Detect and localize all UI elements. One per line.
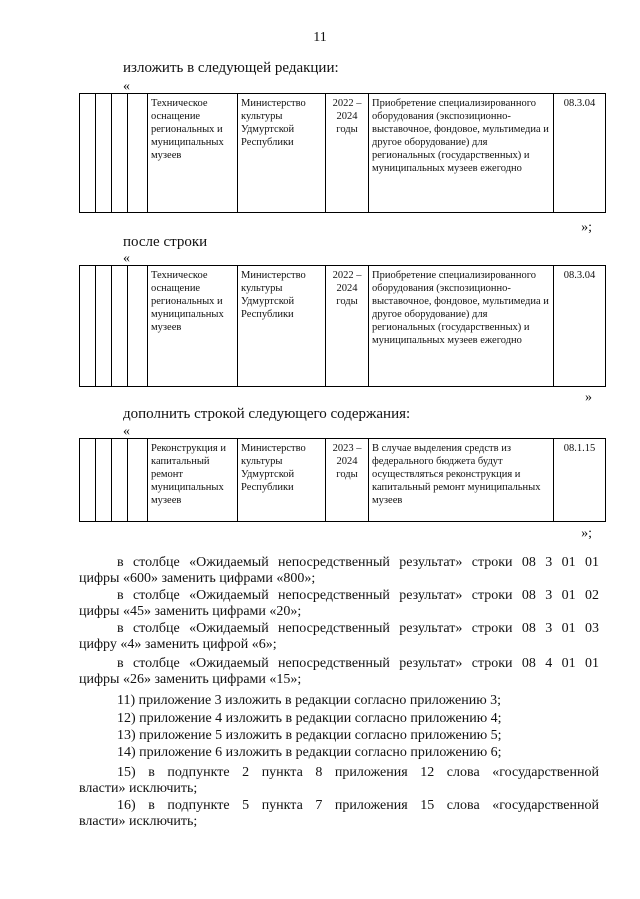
paragraph-1 [79,555,599,587]
empty-cell [80,94,96,213]
paragraph-line: в столбце «Ожидаемый непосредственный результат» строки 08 4 01 01 [117,656,599,671]
empty-cell [112,94,128,213]
item-11: 11) приложение 3 изложить в редакции согласно приложению 3; [117,693,502,708]
paragraph-line: 16) в подпункте 5 пункта 7 приложения 15 слова «государственной [117,798,599,813]
measure-name: Техническое оснащение региональных и муниципальных музеев [148,266,238,387]
indicator-code: 08.1.15 [554,439,606,522]
empty-cell [96,266,112,387]
paragraph-line: цифру «4» заменить цифрой «6»; [79,637,277,652]
executor: Министерство культуры Удмуртской Республики [238,266,326,387]
add-row-text: дополнить строкой следующего содержания: [123,406,411,422]
paragraph-2 [79,588,599,620]
intro-text: изложить в следующей редакции: [123,60,339,76]
close-quote: »; [581,220,592,235]
item-12: 12) приложение 4 изложить в редакции согласно приложению 4; [117,711,502,726]
open-quote: « [123,424,130,439]
empty-cell [128,266,148,387]
paragraph-line: цифры «600» заменить цифрами «800»; [79,571,316,586]
open-quote: « [123,251,130,266]
empty-cell [80,266,96,387]
paragraph-line: в столбце «Ожидаемый непосредственный результат» строки 08 3 01 01 [117,555,599,570]
close-quote: »; [581,526,592,541]
empty-cell [80,439,96,522]
item-14: 14) приложение 6 изложить в редакции согласно приложению 6; [117,745,502,760]
empty-cell [128,94,148,213]
paragraph-line: цифры «26» заменить цифрами «15»; [79,672,302,687]
close-quote: » [585,390,592,405]
empty-cell [96,439,112,522]
after-row-text: после строки [123,234,208,250]
expected-result: Приобретение специализированного оборудования (экспозиционно-выставочное, фондовое, мультимедиа и другое оборудование) для региональных (государственных) и муниципальных музеев ежегодно [369,94,554,213]
paragraph-line: в столбце «Ожидаемый непосредственный результат» строки 08 3 01 03 [117,621,599,636]
expected-result: В случае выделения средств из федерального бюджета будут осуществляться реконструкция и капитальный ремонт муниципальных музеев [369,439,554,522]
empty-cell [96,94,112,213]
reference-row-table [79,265,606,387]
replacement-row-table [79,93,606,213]
paragraph-line: власти» исключить; [79,814,198,829]
period: 2022 – 2024 годы [326,94,369,213]
new-row-table [79,438,606,522]
period: 2022 – 2024 годы [326,266,369,387]
empty-cell [128,439,148,522]
item-16 [79,798,599,830]
indicator-code: 08.3.04 [554,94,606,213]
expected-result: Приобретение специализированного оборудования (экспозиционно-выставочное, фондовое, мультимедиа и другое оборудование) для региональных (государственных) и муниципальных музеев ежегодно [369,266,554,387]
paragraph-3 [79,621,599,653]
page-number: 11 [313,30,327,45]
executor: Министерство культуры Удмуртской Республики [238,94,326,213]
paragraph-line: власти» исключить; [79,781,198,796]
open-quote: « [123,79,130,94]
empty-cell [112,266,128,387]
empty-cell [112,439,128,522]
item-13: 13) приложение 5 изложить в редакции согласно приложению 5; [117,728,502,743]
measure-name: Техническое оснащение региональных и муниципальных музеев [148,94,238,213]
paragraph-line: в столбце «Ожидаемый непосредственный результат» строки 08 3 01 02 [117,588,599,603]
paragraph-line: 15) в подпункте 2 пункта 8 приложения 12 слова «государственной [117,765,599,780]
measure-name: Реконструкция и капитальный ремонт муниципальных музеев [148,439,238,522]
indicator-code: 08.3.04 [554,266,606,387]
executor: Министерство культуры Удмуртской Республики [238,439,326,522]
paragraph-4 [79,656,599,688]
item-15 [79,765,599,797]
paragraph-line: цифры «45» заменить цифрами «20»; [79,604,302,619]
period: 2023 – 2024 годы [326,439,369,522]
